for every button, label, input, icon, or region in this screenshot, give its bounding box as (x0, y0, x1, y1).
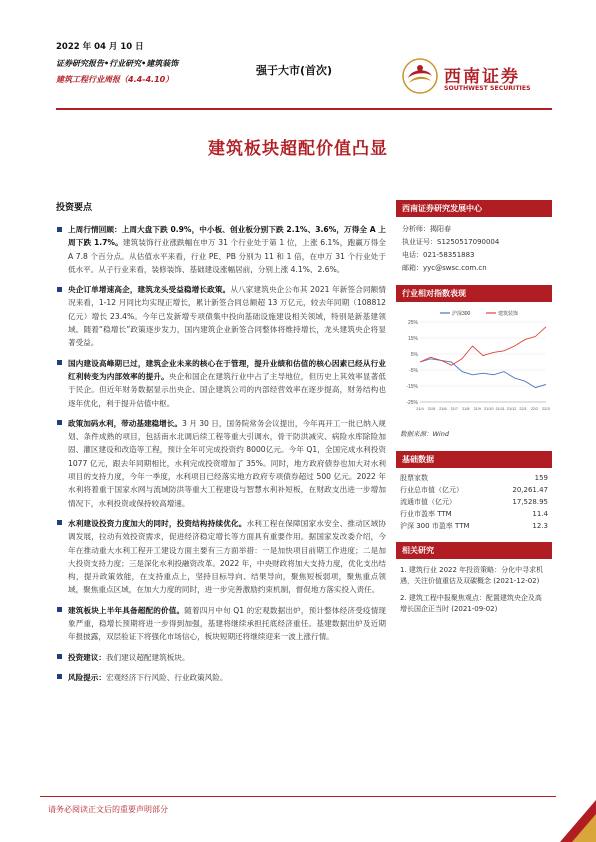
chart-title: 行业相对指数表现 (396, 285, 552, 302)
data-value: 17,528.95 (512, 497, 548, 506)
relative-index-chart (396, 306, 552, 422)
bullet-body: 央企和国企在建筑行业中占了主导地位，但历史上其效率显著低于民企。但近年财务数据显示出央企、国企建筑公司的内部经营效率在逐步提高，财务结构也逐年优化，利于提升估值中枢。 (68, 371, 387, 408)
bullet-lead: 上周行情回顾：上周大盘下跌 0.9%，中小板、创业板分别下跌 2.1%、3.6%，万得全 A 上周下跌 1.7%。 (68, 225, 386, 248)
bullet-body: 随着四月中旬 Q1 的宏观数据出炉，预计整体经济受疫情现象严重，稳增长预期将进一步得到加强，基建将继续承担托底经济重任。基建数据出炉及近期年报披露，双层验证下将强化市场信心，板块短期还将继续迎来一波上涨行情。 (68, 605, 386, 642)
analyst-info (396, 217, 552, 275)
y-tick-label: 15% (407, 336, 418, 342)
bullet-lead: 风险提示： (68, 672, 106, 682)
corner-decoration-icon (560, 800, 596, 842)
x-tick-label: 21/8 (462, 407, 470, 411)
y-tick-label: 5% (410, 352, 418, 358)
bullet-lead: 水利建设投资力度加大的同时，投资结构持续优化。 (68, 518, 247, 528)
bullet-lead: 政策加码水利，带动基建稳增长。 (68, 418, 182, 428)
data-value: 159 (534, 473, 548, 482)
data-label: 行业总市值（亿元） (400, 485, 463, 494)
bullet-body: 我们建议超配建筑板块。 (105, 652, 190, 662)
analyst-phone: 电话：021-58351883 (402, 251, 475, 259)
main-content (56, 200, 386, 691)
index-chart (396, 302, 552, 426)
data-label: 股票家数 (400, 473, 428, 482)
table-row (396, 484, 552, 496)
basic-data-title: 基础数据 (396, 451, 552, 468)
footer-divider (40, 796, 556, 797)
table-row (396, 508, 552, 520)
bullet-overweight (56, 604, 386, 644)
bullet-body: 3 月 30 日，国务院常务会议提出，今年再开工一批已纳入规划、条件成熟的项目，包括南水北调后续工程等重大引调水，骨干防洪减灾、病险水库除险加固、灌区建设和改造等工程，预计全年可完成投资约 8000亿元。今年 Q1，全国完成水利投资 1077 亿元，跟去年同期相比，水利完成投资增加了 35%。同时，地方政府债券也加大对水利项目的支持力度，今年一季度，水利项目已经落实地方政府专项债券超过 500 亿元。2022 年水利将着重于国家水网与流域防洪等重大工程建设与智慧水利补短板，在财政支出进一步增加情况下，水利投资或保持较高增速。 (68, 418, 387, 508)
y-tick-label: -15% (406, 384, 418, 390)
data-label: 沪深 300 市盈率 TTM (400, 521, 470, 530)
section-label: 投资要点 (56, 203, 93, 213)
bullet-body: 宏观经济下行风险、行业政策风险。 (105, 672, 228, 682)
x-tick-label: 21/5 (427, 407, 436, 411)
logo-text-cn: 西南证券 (444, 67, 520, 87)
report-date: 2022 年 04 月 10 日 (56, 42, 144, 52)
x-tick-label: 21/11 (495, 407, 505, 411)
sidebar (396, 200, 552, 621)
chart-source: 数据来源：Wind (400, 430, 449, 438)
x-tick-label: 21/4 (416, 407, 424, 411)
bullet-body: 建筑装饰行业涨跌幅在申万 31 个行业处于第 1 位，上涨 6.1%，跑赢万得全 A 7.8 个百分点。从估值水平来看，行业 PE、PB 分别为 11 和 1 倍，在申万 31 个行业处于低水平。从子行业来看，装修装饰、基础建设涨幅居前，分别上涨 4.1%、2.6%。 (68, 238, 386, 274)
analyst-name: 分析师：揭阳春 (402, 225, 451, 233)
bullet-soe-orders (56, 283, 386, 349)
footer-disclaimer: 请务必阅读正文后的重要声明部分 (48, 805, 168, 814)
bullet-body: 水利工程在保障国家水安全、推动区域协调发展，拉动有效投资需求，促进经济稳定增长等方面具有重要作用。据国家发改委介绍，今年在推动重大水利工程开工建设方面主要有三方面举措：一是加快项目前期工作进度；二是加大投资支持力度；三是深化水利投融资改革。2022 年，中央财政将加大支持力度，优化支出结构，提升政策效能，在支持重点上，坚持目标导向、结果导向，聚焦短板弱项，聚焦重点领域，聚焦重点区域，在加大力度的同时，进一步完善激励约束机制，督促地方落实投入责任。 (68, 518, 386, 595)
data-value: 20,261.47 (512, 485, 548, 494)
data-value: 12.3 (532, 521, 548, 530)
report-type: 证券研究报告•行业研究•建筑装饰 (56, 59, 179, 68)
data-label: 行业市盈率 TTM (400, 509, 452, 518)
analyst-email: 邮箱：yyc@swsc.com.cn (402, 264, 487, 272)
bullet-body: 从八家建筑央企公布其 2021 年新签合同额情况来看，1-12 月同比均实现正增长，累计新签合同总额超 13 万亿元，较去年同期（108812 亿元）增长 23.4%。今年已发新增专项债集中投向基础设施建设相关领域，特别是新基建领域。随着“稳增长”政策逐步发力，国内建筑企业新签合同整体将维持增长，龙头建筑央企将显著受益。 (68, 285, 386, 348)
bullet-water-policy (56, 417, 386, 510)
logo-text-en: SOUTHWEST SECURITIES (444, 85, 531, 92)
bullet-risk (56, 671, 386, 684)
table-row (396, 520, 552, 532)
y-tick-label: -25% (406, 400, 418, 406)
related-report-link[interactable]: 2. 建筑工程中报聚焦观点：配置建筑央企及高增长国企正当时 (2021-09-02) (400, 594, 542, 613)
x-tick-label: 22/2 (530, 407, 539, 411)
related-report-link[interactable]: 1. 建筑行业 2022 年投资策略：分化中寻求机遇，关注价值重估及双碳概念 (2021-12-02) (400, 566, 544, 585)
related-research-list (396, 559, 552, 615)
bullet-management (56, 357, 386, 410)
x-tick-label: 21/7 (450, 407, 459, 411)
analyst-license: 执业证号：S1250517090004 (402, 238, 500, 246)
x-tick-label: 21/6 (439, 407, 447, 411)
x-tick-label: 21/10 (483, 407, 494, 411)
logo-emblem-icon (402, 58, 438, 94)
institute-title: 西南证券研究发展中心 (396, 200, 552, 217)
bullet-market-review (56, 223, 386, 276)
x-tick-label: 22/3 (542, 407, 550, 411)
x-tick-label: 22/1 (519, 407, 527, 411)
rating: 强于大市(首次) (256, 64, 333, 77)
weekly-title: 建筑工程行业周报（4.4-4.10） (56, 75, 174, 84)
x-tick-label: 21/12 (506, 407, 517, 411)
company-logo (402, 56, 552, 100)
y-tick-label: -5% (409, 368, 418, 374)
series-line (420, 359, 546, 388)
legend-label: 建筑装饰 (498, 311, 519, 317)
bullet-lead: 央企订单增速高企，建筑龙头受益稳增长政策。 (68, 285, 231, 295)
table-row (396, 496, 552, 508)
header-divider (56, 108, 552, 110)
table-row (396, 472, 552, 484)
legend-label: 沪深300 (452, 311, 471, 317)
bullet-lead: 建筑板块上半年具备超配的价值。 (68, 605, 185, 615)
bullet-investment-advice (56, 651, 386, 664)
bullet-investment-structure (56, 517, 386, 597)
y-tick-label: 25% (407, 320, 418, 326)
related-research-title: 相关研究 (396, 542, 552, 559)
basic-data-table (396, 472, 552, 532)
data-label: 流通市值（亿元） (400, 497, 456, 506)
data-value: 11.4 (532, 509, 548, 518)
header-meta (56, 40, 246, 85)
series-line (420, 327, 546, 365)
page-title: 建筑板块超配价值凸显 (208, 139, 388, 159)
x-tick-label: 21/9 (473, 407, 481, 411)
bullet-lead: 投资建议： (68, 652, 106, 662)
bullet-lead: 国内建设高峰期已过，建筑企业未来的核心在于管理，提升业绩和估值的核心因素已经从行业红利转变为内部效率的提升。 (68, 358, 386, 381)
